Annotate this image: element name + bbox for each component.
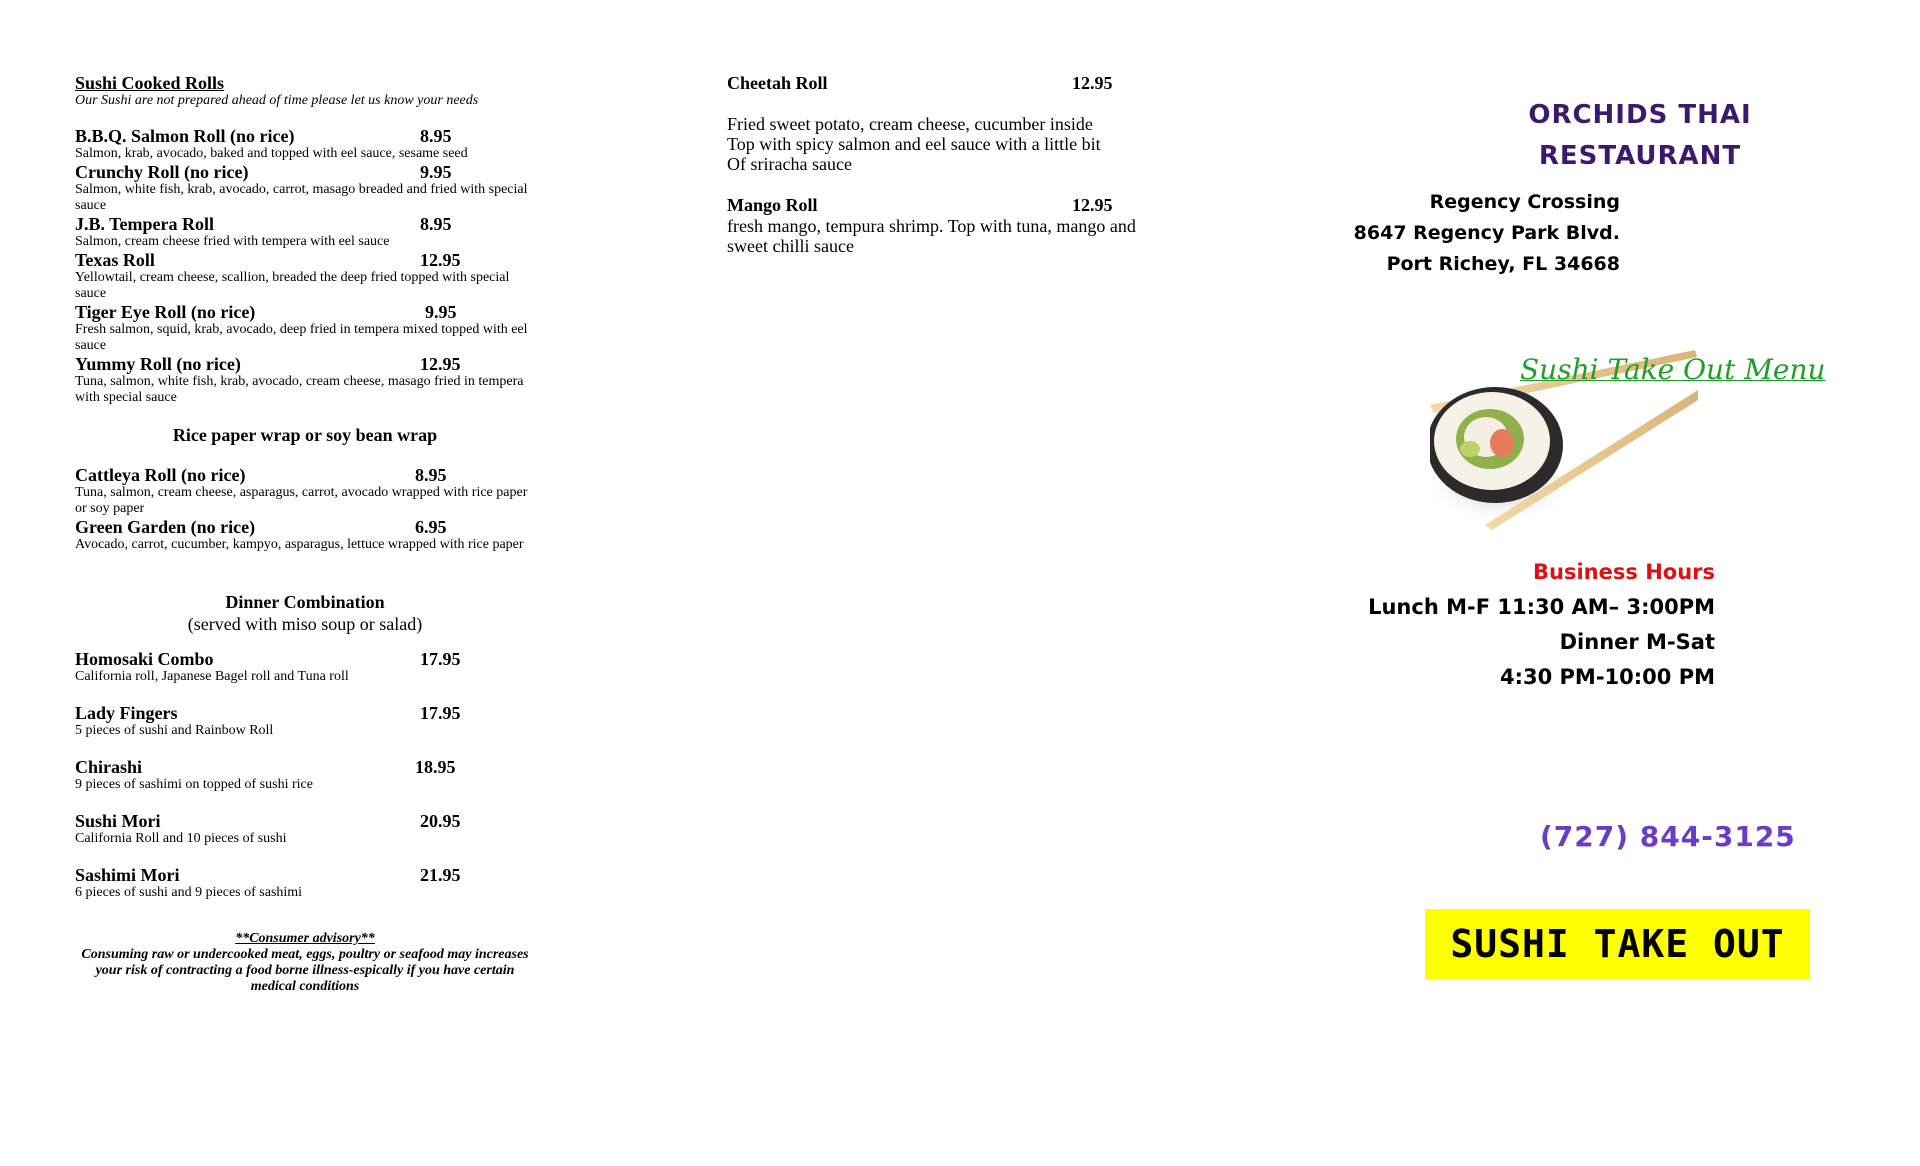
item-description: Yellowtail, cream cheese, scallion, breaded the deep fried topped with special sauce [75,270,510,301]
hours-line: 4:30 PM-10:00 PM [1500,665,1715,689]
item-name: Texas Roll [75,250,155,270]
section-title-cooked-rolls: Sushi Cooked Rolls [75,73,225,93]
menu-item-cheetah-roll [727,73,1197,94]
section-note: Our Sushi are not prepared ahead of time please let us know your needs [75,93,479,108]
menu-item [75,517,535,553]
dinner-heading: Dinner Combination [225,592,385,612]
item-description: Salmon, krab, avocado, baked and topped with eel sauce, sesame seed [75,146,468,161]
item-name: Chirashi [75,757,143,777]
address-line: 8647 Regency Park Blvd. [1353,222,1620,244]
item-name: Mango Roll [727,195,818,215]
item-name: Cheetah Roll [727,73,828,93]
menu-item [75,162,535,214]
item-price: 17.95 [420,703,461,723]
item-name: Sushi Mori [75,811,161,831]
item-name: Sashimi Mori [75,865,180,885]
item-description: Fresh salmon, squid, krab, avocado, deep fried in tempera mixed topped with eel sauce [75,322,528,353]
item-desc-line: Of sriracha sauce [727,154,852,174]
menu-item [75,649,535,685]
dinner-list [75,649,535,901]
takeout-label: SUSHI TAKE OUT [1450,922,1785,966]
item-price: 12.95 [420,354,461,374]
item-name: B.B.Q. Salmon Roll (no rice) [75,126,295,146]
item-name: Green Garden (no rice) [75,517,256,537]
item-price: 6.95 [415,517,447,537]
address-line: Port Richey, FL 34668 [1386,253,1620,275]
consumer-advisory [75,931,535,995]
item-price: 9.95 [420,162,452,182]
item-name: Yummy Roll (no rice) [75,354,241,374]
item-description: Salmon, cream cheese fried with tempera with eel sauce [75,234,390,249]
right-column [1353,95,1826,995]
cooked-rolls-list [75,126,535,406]
item-description: 6 pieces of sushi and 9 pieces of sashimi [75,885,303,900]
sushi-take-out-menu-script: Sushi Take Out Menu [1520,353,1826,386]
item-desc-line: fresh mango, tempura shrimp. Top with tuna, mango and [727,216,1136,236]
item-description: California Roll and 10 pieces of sushi [75,831,287,846]
menu-item [75,250,535,302]
item-price: 12.95 [1072,73,1113,93]
menu-item [75,354,535,406]
menu-item [75,865,535,901]
middle-column [727,73,1197,256]
item-description: Tuna, salmon, cream cheese, asparagus, carrot, avocado wrapped with rice paper or soy paper [75,485,528,516]
item-name: J.B. Tempera Roll [75,214,215,234]
menu-item [75,302,535,354]
item-price: 18.95 [415,757,456,777]
sushi-take-out-banner [1425,909,1810,979]
item-name: Cattleya Roll (no rice) [75,465,246,485]
item-description: Tuna, salmon, white fish, krab, avocado, cream cheese, masago fried in tempera with special sauce [75,374,524,405]
item-name: Crunchy Roll (no rice) [75,162,249,182]
item-name: Homosaki Combo [75,649,214,669]
menu-item [75,757,535,793]
restaurant-name-line2: RESTAURANT [1538,141,1742,171]
hours-line: Dinner M-Sat [1559,630,1715,654]
item-price: 20.95 [420,811,461,831]
item-description: 5 pieces of sushi and Rainbow Roll [75,723,274,738]
item-price: 9.95 [425,302,457,322]
menu-item [75,465,535,517]
item-price: 8.95 [420,126,452,146]
address-line: Regency Crossing [1429,191,1620,213]
menu-item [75,126,535,162]
wrap-rolls-list [75,465,535,553]
business-hours-title: Business Hours [1533,560,1715,584]
item-desc-line: Top with spicy salmon and eel sauce with a little bit [727,134,1101,154]
item-name: Lady Fingers [75,703,178,723]
menu-item-mango-roll [727,195,1197,216]
item-description: Salmon, white fish, krab, avocado, carrot, masago breaded and fried with special sauce [75,182,528,213]
phone-number: (727) 844-3125 [1540,820,1796,853]
hours-line: Lunch M-F 11:30 AM– 3:00PM [1368,595,1715,619]
item-price: 17.95 [420,649,461,669]
wrap-heading: Rice paper wrap or soy bean wrap [172,425,438,445]
menu-item [75,811,535,847]
item-price: 12.95 [420,250,461,270]
restaurant-name-line1: ORCHIDS THAI [1528,100,1752,130]
menu-item [75,214,535,250]
item-price: 21.95 [420,865,461,885]
item-name: Tiger Eye Roll (no rice) [75,302,256,322]
item-price: 8.95 [420,214,452,234]
item-price: 12.95 [1072,195,1113,215]
item-price: 8.95 [415,465,447,485]
advisory-text: Consuming raw or undercooked meat, eggs, poultry or seafood may increases your risk of contracting a food borne illness-espically if you have certain medical conditions [81,947,529,994]
dinner-subheading: (served with miso soup or salad) [187,614,423,634]
item-description: Avocado, carrot, cucumber, kampyo, asparagus, lettuce wrapped with rice paper [75,537,524,552]
advisory-title: **Consumer advisory** [235,931,375,946]
item-description: 9 pieces of sashimi on topped of sushi rice [75,777,313,792]
item-desc-line: Fried sweet potato, cream cheese, cucumber inside [727,114,1093,134]
item-desc-line: sweet chilli sauce [727,236,854,256]
left-column [75,73,535,995]
item-description: California roll, Japanese Bagel roll and Tuna roll [75,669,349,684]
menu-item [75,703,535,739]
